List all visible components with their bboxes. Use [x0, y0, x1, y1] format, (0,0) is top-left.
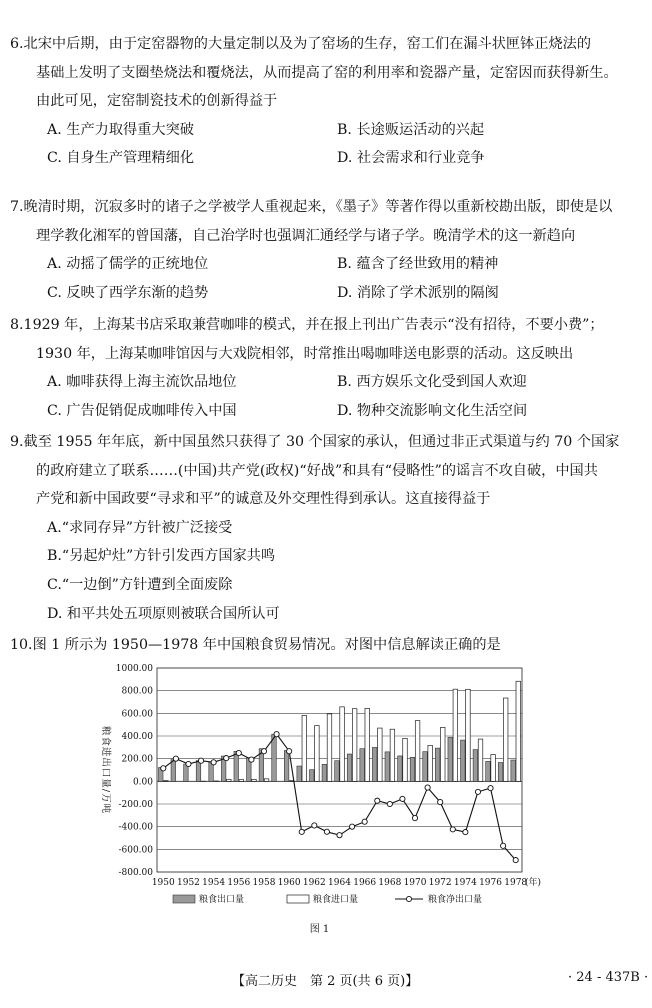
export-bar	[498, 763, 503, 782]
import-bar	[239, 780, 244, 782]
options	[10, 368, 642, 425]
y-tick-label: -400.00	[118, 822, 153, 833]
figure-caption: 图 1	[309, 924, 330, 935]
net-export-point	[488, 786, 493, 791]
page-number: 【高二历史 第 2 页(共 6 页)】	[232, 974, 419, 989]
import-bar	[403, 738, 408, 781]
question-stem: 基础上发明了支圈垫烧法和覆烧法，从而提高了窑的利用率和瓷器产量，定窑因而获得新生。	[36, 64, 618, 81]
legend-import-swatch	[287, 895, 309, 903]
net-export-point	[400, 796, 405, 801]
export-bar	[511, 760, 516, 781]
net-export-point	[438, 799, 443, 804]
x-tick-label: 1962	[302, 878, 326, 888]
import-bar	[315, 726, 320, 782]
x-tick-label: 1974	[453, 878, 477, 888]
import-bar	[440, 727, 445, 781]
net-export-point	[224, 756, 229, 761]
net-export-point	[513, 858, 518, 863]
y-tick-label: 400.00	[121, 732, 153, 742]
import-bar	[302, 715, 307, 781]
net-export-point	[299, 829, 304, 834]
grain-trade-chart	[95, 663, 565, 943]
export-bar	[284, 751, 289, 782]
legend-net-label: 粮食净出口量	[428, 895, 483, 905]
legend-import-label: 粮食进口量	[313, 895, 359, 905]
question-stem: 产党和新中国政要“寻求和平”的诚意及外交理性得到承认。这直接得益于	[36, 491, 491, 508]
option-c[interactable]: C. 广告促销促成咖啡传入中国	[47, 402, 237, 419]
export-bar	[448, 737, 453, 781]
import-bar	[327, 714, 332, 781]
net-export-point	[198, 758, 203, 763]
question-stem: 7.晚清时期，沉寂多时的诸子之学被学人重视起来，《墨子》等著作得以重新校勘出版，即使是以	[10, 199, 613, 215]
option-c[interactable]: C. 反映了西学东渐的趋势	[47, 284, 209, 301]
net-export-point	[337, 833, 342, 838]
x-tick-label: 1952	[177, 878, 200, 888]
import-bar	[340, 707, 345, 781]
export-bar	[385, 752, 390, 781]
options	[10, 116, 642, 173]
export-bar	[309, 770, 314, 782]
import-bar	[264, 779, 269, 781]
question-stem: 6.北宋中后期，由于定窑器物的大量定制以及为了窑场的生存，窑工们在漏斗状匣钵正烧法的	[10, 36, 592, 52]
net-export-point	[425, 785, 430, 790]
net-export-point	[475, 789, 480, 794]
export-bar	[335, 761, 340, 782]
option-b[interactable]: B. 西方娱乐文化受到国人欢迎	[337, 374, 527, 391]
net-export-point	[375, 798, 380, 803]
net-export-point	[501, 843, 506, 848]
question-stem: 1930 年，上海某咖啡馆因与大戏院相邻，时常推出喝咖啡送电影票的活动。这反映出	[36, 345, 574, 362]
export-bar	[360, 749, 365, 782]
import-bar	[252, 779, 257, 781]
question-9	[10, 428, 642, 628]
option-a[interactable]: A. 咖啡获得上海主流饮品地位	[47, 374, 237, 391]
question-6	[10, 30, 642, 173]
x-tick-label: 1970	[403, 878, 427, 888]
x-tick-label: 1966	[353, 878, 377, 888]
y-tick-label: 0.00	[132, 777, 153, 788]
net-export-point	[362, 819, 367, 824]
y-axis-label: 粮食进出口量/万吨	[100, 725, 111, 815]
question-stem: 理学教化湘军的曾国藩，自己治学时也强调汇通经学与诸子学。晚清学术的这一新趋向	[36, 227, 576, 244]
export-bar	[347, 754, 352, 781]
option-d[interactable]: D. 物种交流影响文化生活空间	[337, 402, 528, 419]
net-export-point	[287, 749, 292, 754]
net-export-point	[463, 830, 468, 835]
export-bar	[410, 757, 415, 781]
import-bar	[453, 689, 458, 781]
import-bar	[365, 708, 370, 781]
y-tick-label: -800.00	[118, 868, 153, 878]
chart-svg	[95, 663, 565, 943]
net-export-point	[387, 801, 392, 806]
import-bar	[503, 698, 508, 781]
net-export-point	[261, 749, 266, 754]
legend-export-label: 粮食出口量	[199, 895, 245, 905]
net-export-point	[211, 760, 216, 765]
import-bar	[378, 728, 383, 781]
net-export-point	[312, 823, 317, 828]
import-bar	[352, 709, 357, 782]
x-tick-label: 1956	[227, 878, 251, 888]
y-tick-label: 800.00	[121, 686, 153, 697]
net-export-point	[349, 824, 354, 829]
option-b[interactable]: B. 蕴含了经世致用的精神	[337, 256, 499, 273]
option-c[interactable]: C.“一边倒”方针遭到全面废除	[47, 576, 233, 593]
import-bar	[478, 739, 483, 781]
net-export-point	[450, 827, 455, 832]
import-bar	[466, 689, 471, 781]
option-b[interactable]: B.“另起炉灶”方针引发西方国家共鸣	[47, 548, 276, 565]
import-bar	[428, 745, 433, 781]
option-a[interactable]: A. 动摇了儒学的正统地位	[47, 256, 209, 273]
import-bar	[415, 721, 420, 782]
export-bar	[461, 740, 466, 781]
export-bar	[423, 752, 428, 782]
option-d[interactable]: D. 和平共处五项原则被联合国所认可	[47, 605, 280, 622]
options	[10, 514, 642, 628]
x-tick-label: 1954	[202, 878, 226, 888]
question-stem: 的政府建立了联系……(中国)共产党(政权)“好战”和具有“侵略性”的谣言不攻自破，中国共	[36, 462, 598, 479]
option-c[interactable]: C. 自身生产管理精细化	[47, 150, 195, 167]
y-tick-label: 600.00	[121, 709, 153, 720]
x-tick-label: 1960	[277, 878, 301, 888]
question-8	[10, 311, 642, 425]
import-bar	[390, 729, 395, 781]
x-tick-label: 1950	[151, 878, 175, 888]
y-tick-label: -600.00	[118, 845, 153, 856]
export-bar	[486, 761, 491, 781]
net-export-point	[236, 750, 241, 755]
option-d[interactable]: D. 社会需求和行业竞争	[337, 150, 485, 167]
question-stem: 10.图 1 所示为 1950—1978 年中国粮食贸易情况。对图中信息解读正确的是	[10, 637, 501, 653]
import-bar	[227, 779, 232, 781]
import-bar	[491, 755, 496, 782]
option-b[interactable]: B. 长途贩运活动的兴起	[337, 121, 485, 138]
net-export-point	[324, 829, 329, 834]
export-bar	[435, 748, 440, 781]
option-d[interactable]: D. 消除了学术派别的隔阂	[337, 284, 499, 301]
x-tick-label: 1964	[328, 878, 351, 888]
x-tick-label: 1976	[479, 878, 502, 888]
export-bar	[372, 747, 377, 781]
question-stem: 8.1929 年，上海某书店采取兼营咖啡的模式，并在报上刊出广告表示“没有招待，不要小费”；	[10, 317, 604, 333]
x-axis-unit: (年)	[525, 878, 542, 888]
question-stem: 9.截至 1955 年年底，新中国虽然只获得了 30 个国家的承认，但通过非正式渠道与约 70 个国家	[10, 434, 620, 450]
x-tick-label: 1958	[252, 878, 276, 888]
y-tick-label: -200.00	[118, 800, 153, 810]
question-7	[10, 193, 642, 307]
export-bar	[473, 750, 478, 782]
question-stem: 由此可见，定窑制瓷技术的创新得益于	[36, 93, 278, 110]
legend-net-marker	[406, 896, 411, 901]
import-bar	[164, 781, 169, 782]
import-bar	[516, 681, 521, 781]
export-bar	[272, 734, 277, 781]
net-export-point	[412, 815, 417, 820]
paper-code: · 24 - 437B ·	[568, 970, 649, 985]
export-bar	[398, 756, 403, 781]
x-tick-label: 1972	[428, 878, 452, 888]
x-tick-label: 1968	[378, 878, 402, 888]
option-a[interactable]: A. 生产力取得重大突破	[47, 121, 194, 138]
options	[10, 250, 642, 307]
export-bar	[196, 761, 201, 782]
x-tick-label: 1978	[504, 878, 528, 888]
legend-export-swatch	[173, 895, 195, 903]
y-tick-label: 200.00	[121, 754, 153, 765]
net-export-point	[186, 761, 191, 766]
net-export-point	[173, 756, 178, 761]
export-bar	[322, 764, 327, 781]
net-export-point	[274, 732, 279, 737]
net-export-point	[249, 757, 254, 762]
y-tick-label: 1000.00	[115, 664, 153, 674]
question-10	[10, 631, 642, 660]
export-bar	[297, 766, 302, 781]
net-export-point	[161, 766, 166, 771]
option-a[interactable]: A.“求同存异”方针被广泛接受	[47, 519, 233, 536]
